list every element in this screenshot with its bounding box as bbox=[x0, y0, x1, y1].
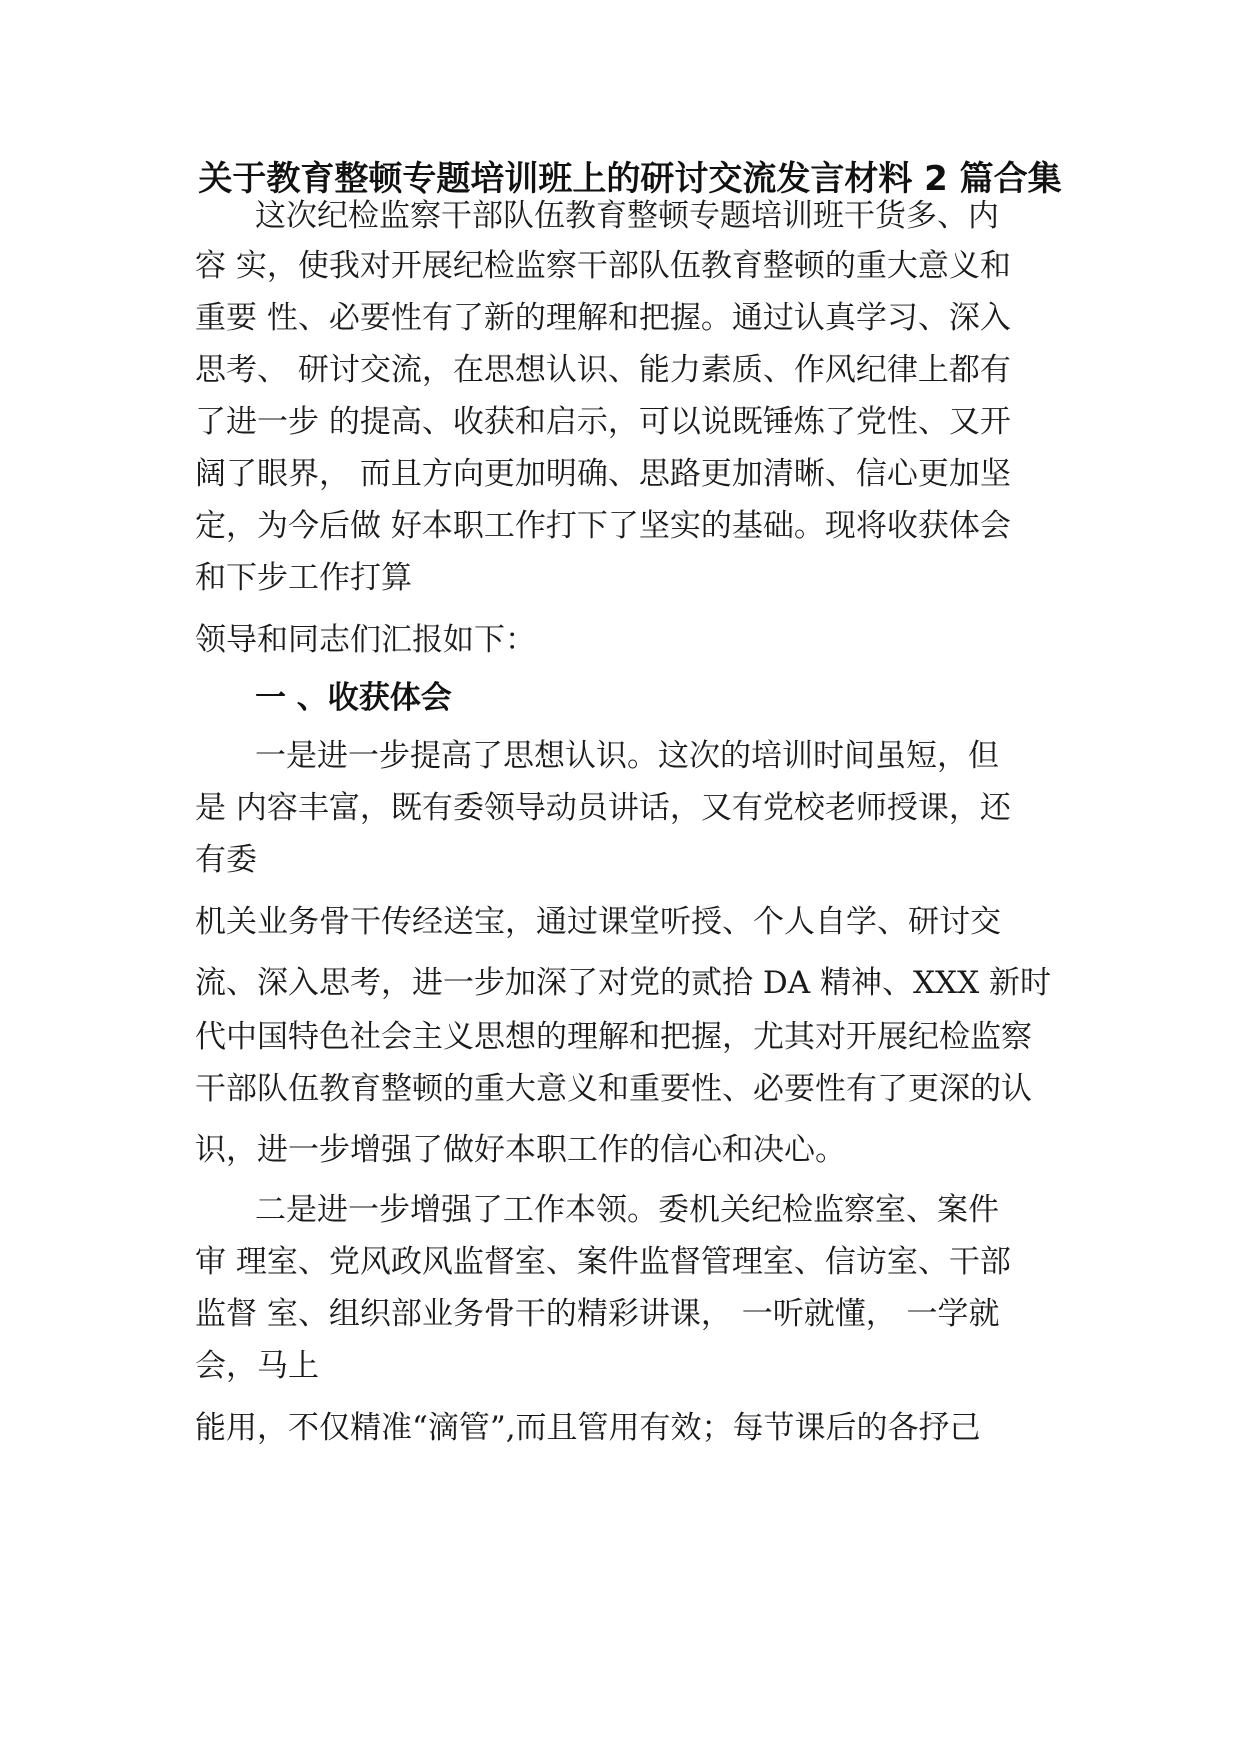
paragraph-line: 这次纪检监察干部队伍教育整顿专题培训班干货多、内 bbox=[255, 198, 999, 234]
paragraph-line: 能用，不仅精准“滴管”,而且管用有效；每节课后的各抒己 bbox=[195, 1410, 981, 1446]
paragraph-line: 思考、 研讨交流，在思想认识、能力素质、作风纪律上都有 bbox=[195, 352, 1011, 388]
paragraph-line: 机关业务骨干传经送宝，通过课堂听授、个人自学、研讨交 bbox=[195, 904, 1001, 940]
paragraph-line: 容 实，使我对开展纪检监察干部队伍教育整顿的重大意义和 bbox=[195, 248, 1011, 284]
paragraph-line: 有委 bbox=[195, 842, 257, 878]
paragraph-line: 领导和同志们汇报如下： bbox=[195, 622, 536, 658]
paragraph-line: 一是进一步提高了思想认识。这次的培训时间虽短，但 bbox=[255, 738, 999, 774]
paragraph-line: 重要 性、必要性有了新的理解和把握。通过认真学习、深入 bbox=[195, 300, 1011, 336]
paragraph-line: 监督 室、组织部业务骨干的精彩讲课， 一听就懂， 一学就 bbox=[195, 1296, 1000, 1332]
paragraph-line: 流、深入思考，进一步加深了对党的贰拾 DA 精神、XXX 新时 bbox=[195, 965, 1052, 1001]
paragraph-line: 代中国特色社会主义思想的理解和把握，尤其对开展纪检监察 bbox=[195, 1019, 1032, 1055]
paragraph-line: 了进一步 的提高、收获和启示，可以说既锤炼了党性、又开 bbox=[195, 404, 1011, 440]
paragraph-line: 二是进一步增强了工作本领。委机关纪检监察室、案件 bbox=[255, 1192, 999, 1228]
paragraph-line: 定，为今后做 好本职工作打下了坚实的基础。现将收获体会 bbox=[195, 508, 1011, 544]
paragraph-line: 识，进一步增强了做好本职工作的信心和决心。 bbox=[195, 1132, 846, 1168]
paragraph-line: 审 理室、党风政风监督室、案件监督管理室、信访室、干部 bbox=[195, 1244, 1011, 1280]
document-title: 关于教育整顿专题培训班上的研讨交流发言材料 2 篇合集 bbox=[198, 159, 1062, 199]
paragraph-line: 会，马上 bbox=[195, 1348, 319, 1384]
paragraph-line: 是 内容丰富，既有委领导动员讲话，又有党校老师授课，还 bbox=[195, 790, 1011, 826]
paragraph-line: 和下步工作打算 bbox=[195, 560, 412, 596]
section-heading: 一 、收获体会 bbox=[255, 680, 452, 716]
paragraph-line: 干部队伍教育整顿的重大意义和重要性、必要性有了更深的认 bbox=[195, 1071, 1032, 1107]
paragraph-line: 阔了眼界， 而且方向更加明确、思路更加清晰、信心更加坚 bbox=[195, 456, 1011, 492]
